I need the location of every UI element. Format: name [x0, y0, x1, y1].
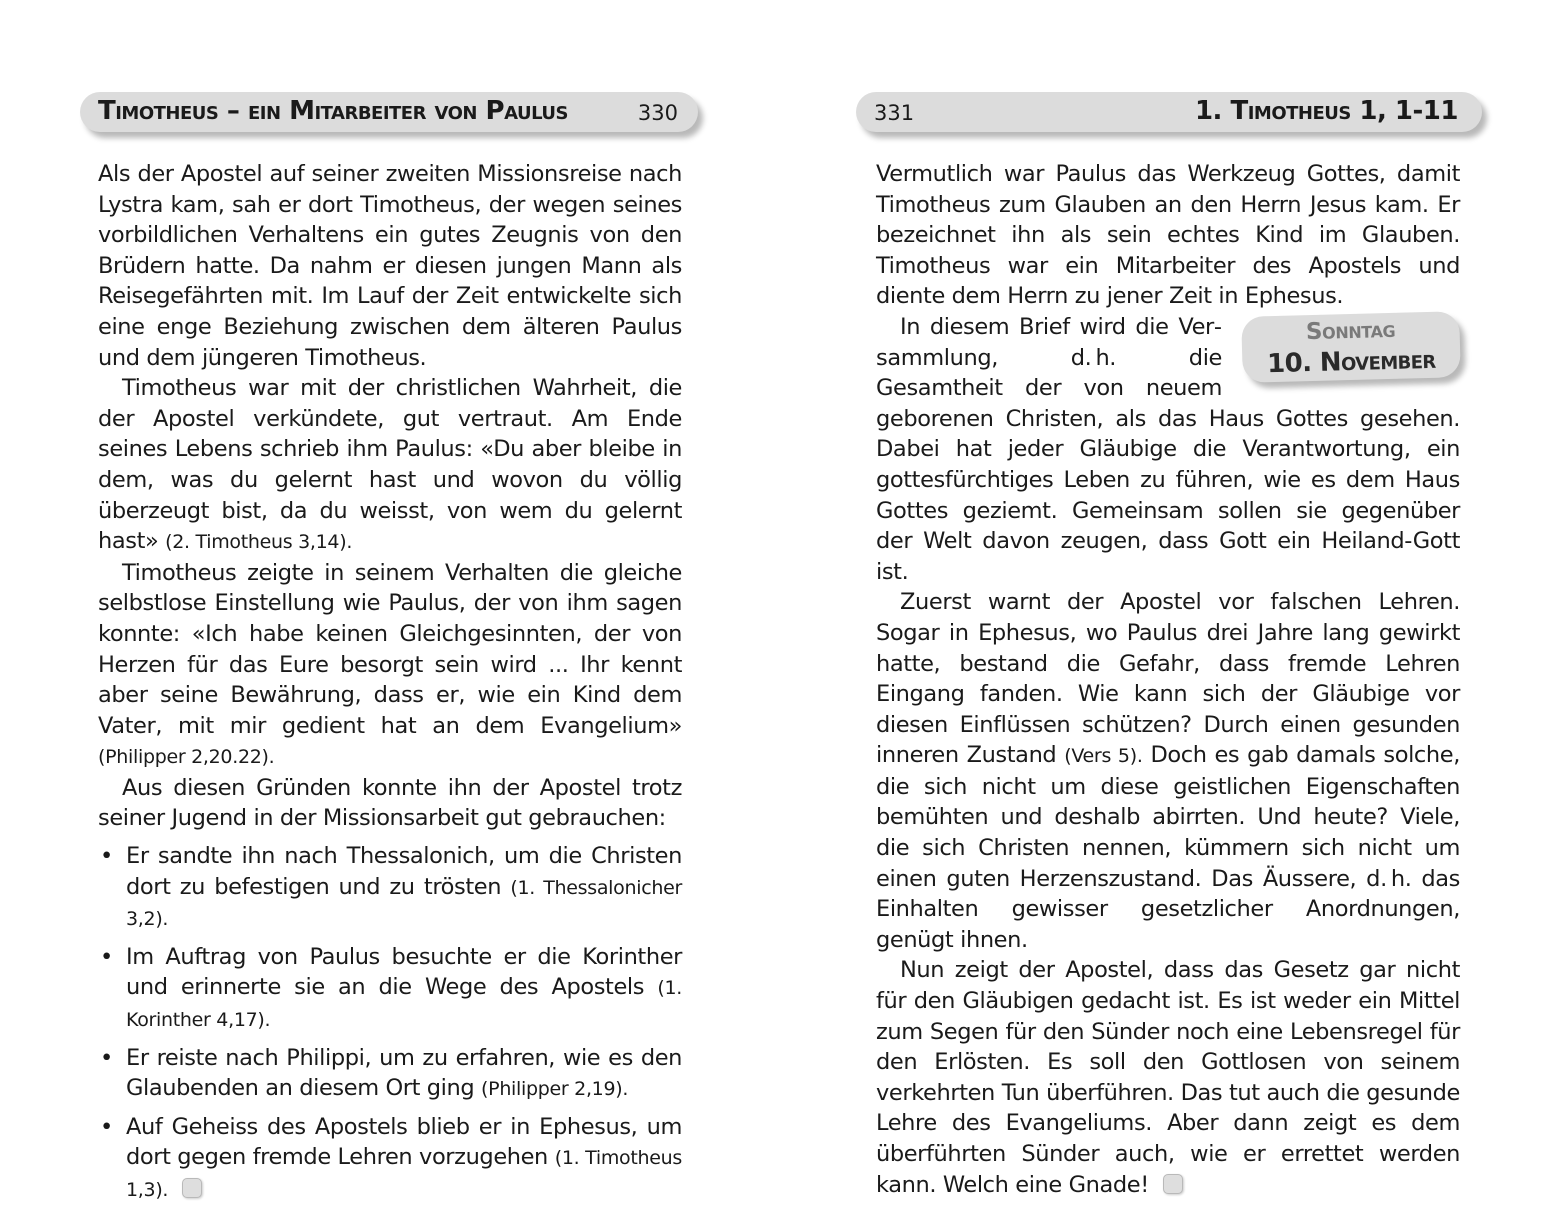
- left-paragraph-3: [98, 558, 682, 773]
- date-text: 10. November: [1266, 344, 1437, 380]
- right-page-header: [856, 92, 1482, 132]
- bullet-list: [98, 841, 682, 1206]
- left-header-title: Timotheus – ein Mitarbeiter von Paulus: [98, 96, 569, 126]
- left-paragraph-3-text: Timotheus zeigte in seinem Verhalten die gleiche selbstlose Einstellung wie Paulus, der von ihm sagen konnte: «Ich habe keinen Gleichgesinnten, der von Herzen für das Eure besorgt sein wird ... Ihr kennt aber seine Bewährung, dass er, wie ein Kind dem Vater, mit mir gedient hat an dem Evangelium»: [98, 559, 682, 739]
- right-page: [778, 0, 1557, 1200]
- bullet-item: [98, 942, 682, 1036]
- bullet-item: [98, 1112, 682, 1206]
- bullet-reference: (1. Korinther 4,17).: [126, 977, 682, 1032]
- bullet-item: [98, 1043, 682, 1105]
- left-paragraph-2-text: Timotheus war mit der christlichen Wahrheit, die der Apostel verkündete, gut vertraut. Am Ende seines Lebens schrieb ihm Paulus: «Du aber bleibe in dem, was du gelernt hast und wovon du völlig überzeugt bist, da du weisst, von wem du gelernt hast»: [98, 375, 682, 555]
- left-paragraph-1: Als der Apostel auf seiner zweiten Missionsreise nach Lystra kam, sah er dort Timotheus, der wegen seines vorbildlichen Verhaltens ein gutes Zeugnis von den Brüdern hatte. Da nahm er diesen jungen Mann als Reisegefährten mit. Im Lauf der Zeit entwickelte sich eine enge Beziehung zwischen dem älteren Paulus und dem jüngeren Timotheus.: [98, 161, 682, 371]
- bullet-text: Auf Geheiss des Apostels blieb er in Ephesus, um dort gegen fremde Lehren vorzugehen: [126, 1113, 682, 1171]
- right-paragraph-4: [876, 955, 1460, 1200]
- right-paragraph-2: In diesem Brief wird die Versammlung, d. h. die Gesamtheit der von neuem geborenen Christen, als das Haus Gottes gesehen. Dabei hat jeder Gläubige die Verantwortung, ein gottesfürchtiges Leben zu führen, wie es dem Haus Gottes geziemt. Gemeinsam sollen sie gegenüber der Welt davon zeugen, dass Gott ein Heiland-Gott ist.: [876, 313, 1460, 585]
- bullet-text: Er reiste nach Philippi, um zu erfahren, wie es den Glaubenden an diesem Ort ging: [126, 1044, 682, 1102]
- right-paragraph-1: Vermutlich war Paulus das Werkzeug Gottes, damit Timotheus zum Glauben an den Herrn Jesus kam. Er bezeichnet ihn als sein echtes Kind im Glauben. Timotheus war ein Mitarbeiter des Apostels und diente dem Herrn zu jener Zeit in Ephesus.: [876, 161, 1460, 310]
- right-page-body: [876, 159, 1460, 1200]
- left-paragraph-4: Aus diesen Gründen konnte ihn der Apostel trotz seiner Jugend in der Missionsarbeit gut gebrauchen:: [98, 774, 682, 832]
- left-page-body: [98, 159, 682, 1213]
- right-paragraph-4-text: Nun zeigt der Apostel, dass das Gesetz gar nicht für den Gläubigen gedacht ist. Es ist weder ein Mittel zum Segen für den Sünder noch eine Lebensregel für den Erlösten. Es soll den Gottlosen von seinem verkehrten Tun überführen. Das tut auch die gesunde Lehre des Evangeliums. Aber dann zeigt es dem überführten Sünder auch, wie er errettet werden kann. Welch eine Gnade!: [876, 957, 1460, 1198]
- right-paragraph-3-text-b: Doch es gab damals solche, die sich nicht um diese geistlichen Eigenschaften bemühten und deshalb abirrten. Und heute? Viele, die sich Christen nennen, kümmern sich nicht um einen guten Herzenszustand. Das Äussere, d. h. das Einhalten gewisser gesetzlicher Anordnungen, genügt ihnen.: [876, 742, 1460, 953]
- bullet-reference: (1. Timotheus 1,3).: [126, 1147, 682, 1201]
- left-paragraph-2-reference: (2. Timotheus 3,14).: [165, 531, 353, 554]
- right-page-number: 331: [874, 101, 915, 125]
- end-mark-icon: [1163, 1174, 1183, 1194]
- left-page-number: 330: [637, 101, 678, 125]
- date-badge: [1241, 311, 1461, 383]
- date-day: Sonntag: [1305, 316, 1396, 346]
- bullet-text: Er sandte ihn nach Thessalonich, um die Christen dort zu befestigen und zu trösten: [126, 843, 682, 900]
- end-mark-icon: [182, 1178, 202, 1198]
- right-paragraph-3-text-a: Zuerst warnt der Apostel vor falschen Lehren. Sogar in Ephesus, wo Paulus drei Jahre lang gewirkt hatte, bestand die Gefahr, dass fremde Lehren Eingang fanden. Wie kann sich der Gläubige vor diesen Einflüssen schützen? Durch einen gesunden inneren Zustand: [876, 589, 1460, 769]
- bullet-item: [98, 841, 682, 935]
- left-page: [0, 0, 778, 1200]
- bullet-reference: (Philipper 2,19).: [481, 1078, 629, 1101]
- left-paragraph-3-reference: (Philipper 2,20.22).: [98, 746, 275, 769]
- left-paragraph-2: [98, 373, 682, 558]
- bullet-reference: (1. Thessalonicher 3,2).: [126, 876, 682, 931]
- left-page-header: [80, 92, 698, 132]
- right-header-title: 1. Timotheus 1, 1-11: [1194, 96, 1458, 126]
- right-paragraph-3-reference: (Vers 5).: [1064, 745, 1143, 768]
- right-paragraph-3: [876, 587, 1460, 955]
- bullet-text: Im Auftrag von Paulus besuchte er die Korinther und erinnerte sie an die Wege des Apostels: [126, 943, 682, 1001]
